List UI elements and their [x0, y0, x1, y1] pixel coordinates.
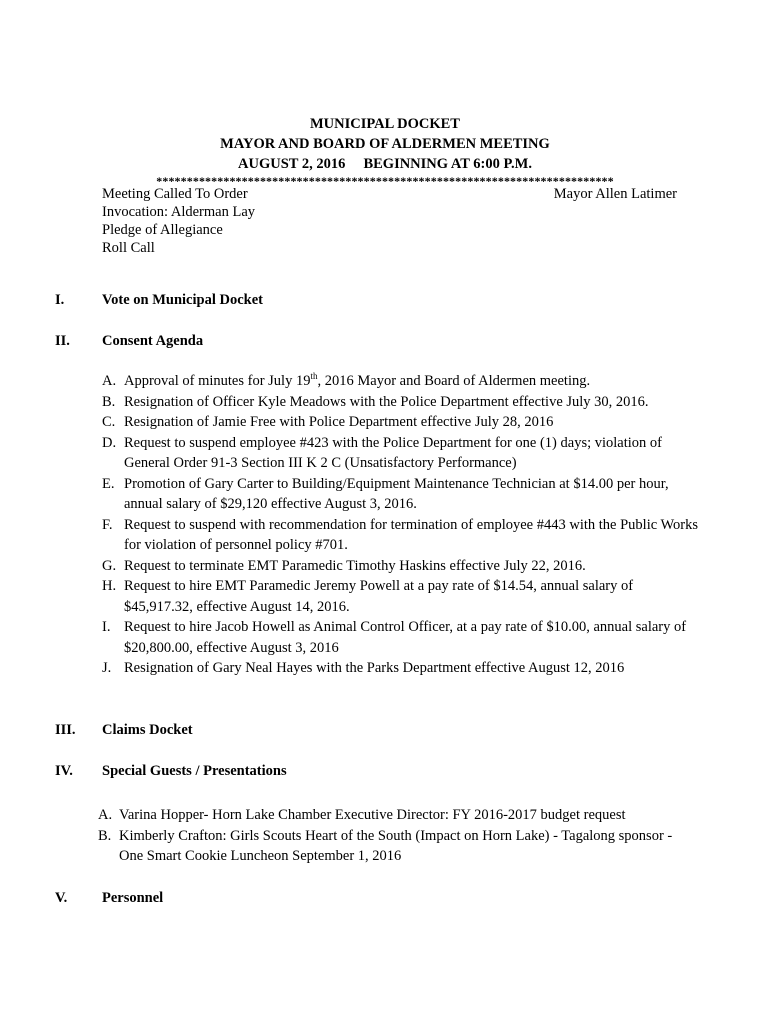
opening-block [102, 185, 677, 257]
item-text: Kimberly Crafton: Girls Scouts Heart of the South (Impact on Horn Lake) - Tagalong sponsor - One Smart Cookie Luncheon September 1, 2016 [119, 827, 673, 864]
item-letter: D. [102, 434, 117, 451]
roll-call-row [102, 239, 677, 257]
invocation-row [102, 203, 677, 221]
item-text: Request to terminate EMT Paramedic Timothy Haskins effective July 22, 2016. [124, 557, 586, 574]
list-item [102, 392, 702, 413]
list-item [102, 556, 702, 577]
item-letter: B. [98, 827, 112, 844]
list-item [102, 576, 702, 617]
meeting-title: MAYOR AND BOARD OF ALDERMEN MEETING [220, 136, 550, 152]
section-title: Personnel [102, 890, 164, 906]
section-title: Vote on Municipal Docket [102, 292, 263, 308]
roll-call-text: Roll Call [102, 240, 155, 256]
section-title: Consent Agenda [102, 333, 204, 349]
item-text: Varina Hopper- Horn Lake Chamber Executive Director: FY 2016-2017 budget request [119, 807, 626, 823]
item-letter: F. [102, 516, 113, 533]
item-letter: B. [102, 393, 116, 410]
docket-header [0, 114, 770, 188]
section-title: Claims Docket [102, 722, 193, 738]
item-text: Approval of minutes for July 19th, 2016 Mayor and Board of Aldermen meeting. [124, 371, 591, 389]
list-item [102, 412, 702, 433]
list-item [102, 617, 702, 658]
list-item [102, 658, 702, 679]
star-divider: *************************************************************************** [156, 174, 614, 188]
item-letter: A. [98, 807, 113, 823]
item-letter: H. [102, 578, 117, 594]
item-letter: G. [102, 557, 117, 574]
item-letter: C. [102, 414, 116, 430]
item-text: Request to hire Jacob Howell as Animal Control Officer, at a pay rate of $10.00, annual salary of $20,800.00, effective August 3, 2016 [124, 619, 687, 656]
list-item [98, 805, 698, 826]
item-text: Request to suspend with recommendation for termination of employee #443 with the Public Works for violation of personnel policy #701. [124, 516, 699, 553]
item-text: Request to hire EMT Paramedic Jeremy Powell at a pay rate of $14.54, annual salary of $45,917.32, effective August 14, 2016. [124, 578, 634, 615]
item-letter: E. [102, 475, 115, 492]
section-number: I. [55, 292, 65, 308]
section-special-guests [55, 761, 695, 781]
section-number: IV. [55, 763, 73, 779]
section-vote-docket [55, 290, 695, 310]
section-personnel [55, 888, 695, 908]
invocation-text: Invocation: Alderman Lay [102, 204, 256, 220]
list-item [98, 826, 698, 867]
call-to-order-row [102, 185, 677, 203]
section-claims-docket [55, 720, 695, 740]
list-item [102, 515, 702, 556]
section-consent-agenda [55, 331, 695, 351]
item-text: Promotion of Gary Carter to Building/Equipment Maintenance Technician at $14.00 per hour, annual salary of $29,120 effective August 3, 2016. [124, 475, 669, 512]
meeting-date-time: AUGUST 2, 2016 BEGINNING AT 6:00 P.M. [238, 156, 532, 172]
pledge-text: Pledge of Allegiance [102, 222, 223, 238]
pledge-row [102, 221, 677, 239]
item-letter: A. [102, 373, 117, 389]
item-text: Resignation of Officer Kyle Meadows with the Police Department effective July 30, 2016. [124, 393, 649, 410]
section-number: II. [55, 333, 70, 349]
item-text: Resignation of Gary Neal Hayes with the Parks Department effective August 12, 2016 [124, 660, 625, 676]
item-text: Resignation of Jamie Free with Police Department effective July 28, 2016 [124, 414, 554, 430]
consent-agenda-list [102, 371, 702, 679]
section-title: Special Guests / Presentations [102, 763, 287, 779]
item-letter: I. [102, 619, 111, 635]
list-item [102, 433, 702, 474]
section-number: III. [55, 722, 76, 738]
item-text: Request to suspend employee #423 with the Police Department for one (1) days; violation of General Order 91-3 Section III K 2 C (Unsatisfactory Performance) [124, 434, 662, 471]
presiding-officer: Mayor Allen Latimer [553, 186, 677, 202]
list-item [102, 371, 702, 392]
call-to-order-text: Meeting Called To Order [102, 186, 248, 202]
special-guests-list [98, 805, 698, 867]
docket-title: MUNICIPAL DOCKET [310, 116, 460, 132]
section-number: V. [55, 890, 68, 906]
list-item [102, 474, 702, 515]
item-letter: J. [102, 660, 112, 676]
